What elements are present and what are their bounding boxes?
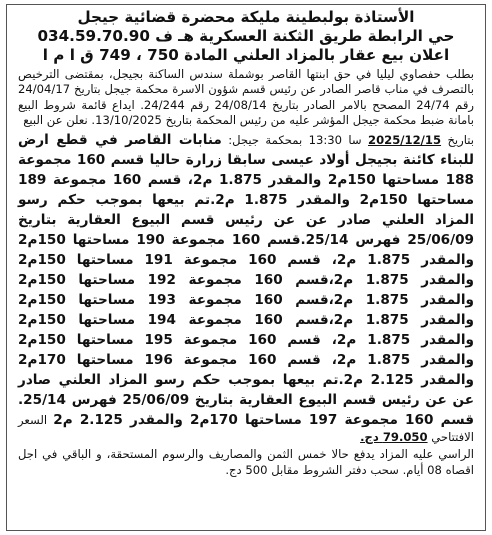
notice-content — [10, 6, 482, 478]
property-description: منابات القاصر في قطع ارض للبناء كائنة بجيجل أولاد عيسى سابقا زرارة حاليا قسم 160 مجموعة 188 مساحتها 150م2 والمقدر 1.875 م2، قسم 160 مجموعة 189 مساحتها 150م2 والمقدر 1.875 م2.تم بيعها بموجب حكم رسو المزاد العلني صادر عن عن رئيس قسم البيوع العقارية بتاريخ 25/06/09 فهرس 25/14.قسم 160 مجموعة 190 مساحتها 150م2 والمقدر 1.875 م2، قسم 160 مجموعة 191 مساحتها 150م2 والمقدر 1.875 م2،قسم 160 مجموعة 192 مساحتها 150م2 والمقدر 1.875 م2،قسم 160 مجموعة 193 مساحتها 150م2 والمقدر 1.875 م2،قسم 160 مجموعة 194 مساحتها 150م2 والمقدر 1.875 م2، قسم 160 مجموعة 195 مساحتها 150م2 والمقدر 1.875 م2، قسم 160 مجموعة 196 مساحتها 170م2 والمقدر 2.125 م2.تم بيعها بموجب حكم رسو المزاد العلني صادر عن عن رئيس قسم البيوع العقارية بتاريخ 25/06/09 فهرس 25/14. قسم 160 مجموعة 197 مساحتها 170م2 والمقدر 2.125 م2 — [18, 132, 475, 429]
sale-date-prefix: بتاريخ — [447, 133, 475, 148]
request-paragraph: بطلب حفصاوي ليليا في حق ابنتها القاصر بوشملة سندس الساكنة بجيجل، بمقتضى الترخيص بالتصرف في مناب قاصر الصادر عن رئيس قسم شؤون الاسرة محكمة جيجل بتاريخ 24/04/17 رقم 24/74 المصحح بالامر الصادر بتاريخ 24/08/14 رقم 24/244. ايداع قائمة شروط البيع بامانة ضبط محكمة جيجل المؤشر عليه من رئيس المحكمة بتاريخ 13/10/2025. نعلن عن البيع — [18, 67, 474, 127]
sale-time-location: سا 13:30 بمحكمة جيجل: — [228, 133, 362, 148]
opening-price-value: 79.050 دج. — [360, 430, 428, 445]
opening-price-label: السعر الافتتاحي — [18, 413, 474, 445]
sale-date: 2025/12/15 — [368, 133, 442, 148]
notice-title: اعلان بيع عقار بالمزاد العلني المادة 750 ، 749 ق ا م ا — [42, 46, 450, 64]
bailiff-name-heading: الأستاذة بولبطينة مليكة محضرة قضائية جيجل — [77, 8, 415, 26]
payment-terms-paragraph: الراسي عليه المزاد يدفع حالا خمس الثمن والمصاريف والرسوم المستحقة، و الباقي في اجل اقصاه 08 أيام. سحب دفتر الشروط مقابل 500 دج. — [18, 447, 474, 477]
sale-details-paragraph — [18, 130, 474, 445]
bailiff-address-heading: حي الرابطة طريق الثكنة العسكرية هـ ف 034.59.70.90 — [37, 27, 455, 45]
